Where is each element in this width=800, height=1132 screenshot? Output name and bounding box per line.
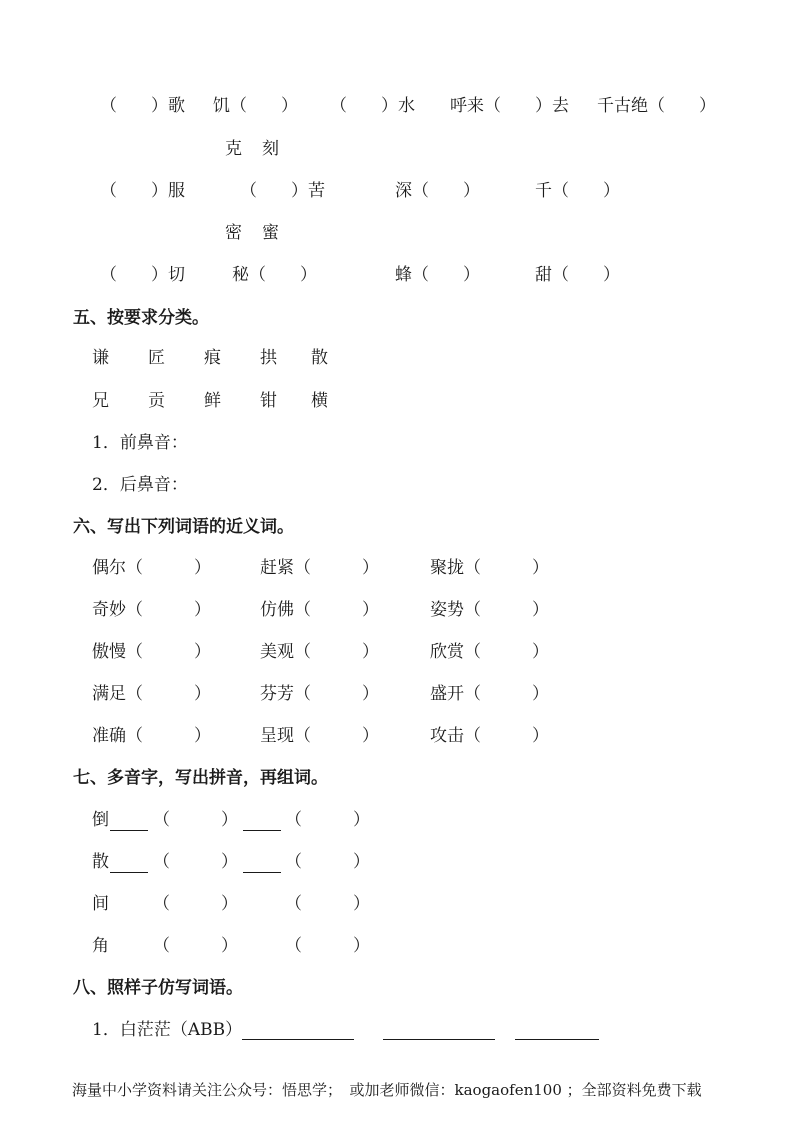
s8-item1: 1．白茫茫（ABB） bbox=[92, 1020, 243, 1040]
s5-char: 兄 bbox=[92, 391, 109, 411]
pinyin-blank[interactable] bbox=[110, 872, 148, 873]
s4-r1-c3: （ ）水 bbox=[330, 96, 415, 116]
s7-char: 间 bbox=[92, 894, 109, 914]
s7-paren: （ ） bbox=[285, 894, 370, 914]
s5-char: 匠 bbox=[148, 348, 165, 368]
s5-char: 横 bbox=[311, 391, 328, 411]
s4-r5-c3: 蜂（ ） bbox=[395, 265, 480, 285]
s5-char: 谦 bbox=[92, 348, 109, 368]
s4-r2-c1: 克 bbox=[225, 139, 242, 159]
s7-paren: （ ） bbox=[153, 852, 238, 872]
s7-paren: （ ） bbox=[153, 810, 238, 830]
pinyin-blank[interactable] bbox=[110, 830, 148, 831]
s4-r1-c5: 千古绝（ ） bbox=[597, 96, 716, 116]
s5-char: 痕 bbox=[204, 348, 221, 368]
s4-r1-c2: 饥（ ） bbox=[213, 96, 298, 116]
s6-cell: 美观（ ） bbox=[260, 642, 379, 662]
s4-r4-c1: 密 bbox=[225, 223, 242, 243]
s4-r3-c1: （ ）服 bbox=[100, 181, 185, 201]
s5-char: 散 bbox=[311, 348, 328, 368]
section5-title: 五、按要求分类。 bbox=[73, 308, 209, 328]
s4-r3-c4: 千（ ） bbox=[535, 181, 620, 201]
s4-r5-c4: 甜（ ） bbox=[535, 265, 620, 285]
s7-paren: （ ） bbox=[285, 810, 370, 830]
s6-cell: 准确（ ） bbox=[92, 726, 211, 746]
s4-r1-c1: （ ）歌 bbox=[100, 96, 185, 116]
section8-title: 八、照样子仿写词语。 bbox=[73, 978, 243, 998]
section6-title: 六、写出下列词语的近义词。 bbox=[73, 517, 294, 537]
s6-cell: 偶尔（ ） bbox=[92, 558, 211, 578]
s5-char: 鲜 bbox=[204, 391, 221, 411]
s6-cell: 聚拢（ ） bbox=[430, 558, 549, 578]
pinyin-blank[interactable] bbox=[243, 830, 281, 831]
s6-cell: 奇妙（ ） bbox=[92, 600, 211, 620]
s5-item2: 2．后鼻音： bbox=[92, 475, 188, 495]
s5-item1: 1．前鼻音： bbox=[92, 433, 188, 453]
footer-note: 海量中小学资料请关注公众号：悟思学； 或加老师微信：kaogaofen100 ；全部资料免费下载 bbox=[72, 1081, 702, 1099]
s7-paren: （ ） bbox=[285, 852, 370, 872]
s4-r3-c2: （ ）苦 bbox=[240, 181, 325, 201]
s5-char: 贡 bbox=[148, 391, 165, 411]
s4-r5-c2: 秘（ ） bbox=[232, 265, 317, 285]
answer-blank[interactable] bbox=[383, 1039, 495, 1040]
s5-char: 拱 bbox=[260, 348, 277, 368]
s6-cell: 盛开（ ） bbox=[430, 684, 549, 704]
s6-cell: 赶紧（ ） bbox=[260, 558, 379, 578]
s7-char: 散 bbox=[92, 852, 109, 872]
answer-blank[interactable] bbox=[242, 1039, 354, 1040]
s4-r3-c3: 深（ ） bbox=[395, 181, 480, 201]
s7-char: 角 bbox=[92, 936, 109, 956]
s7-paren: （ ） bbox=[153, 894, 238, 914]
pinyin-blank[interactable] bbox=[243, 872, 281, 873]
s4-r4-c2: 蜜 bbox=[262, 223, 279, 243]
s6-cell: 呈现（ ） bbox=[260, 726, 379, 746]
answer-blank[interactable] bbox=[515, 1039, 599, 1040]
s6-cell: 欣赏（ ） bbox=[430, 642, 549, 662]
s4-r5-c1: （ ）切 bbox=[100, 265, 185, 285]
s4-r2-c2: 刻 bbox=[262, 139, 279, 159]
s4-r1-c4: 呼来（ ）去 bbox=[450, 96, 569, 116]
s7-char: 倒 bbox=[92, 810, 109, 830]
s5-char: 钳 bbox=[260, 391, 277, 411]
s7-paren: （ ） bbox=[285, 936, 370, 956]
s7-paren: （ ） bbox=[153, 936, 238, 956]
s6-cell: 傲慢（ ） bbox=[92, 642, 211, 662]
s6-cell: 仿佛（ ） bbox=[260, 600, 379, 620]
s6-cell: 芬芳（ ） bbox=[260, 684, 379, 704]
section7-title: 七、多音字，写出拼音，再组词。 bbox=[73, 768, 328, 788]
s6-cell: 满足（ ） bbox=[92, 684, 211, 704]
s6-cell: 姿势（ ） bbox=[430, 600, 549, 620]
s6-cell: 攻击（ ） bbox=[430, 726, 549, 746]
